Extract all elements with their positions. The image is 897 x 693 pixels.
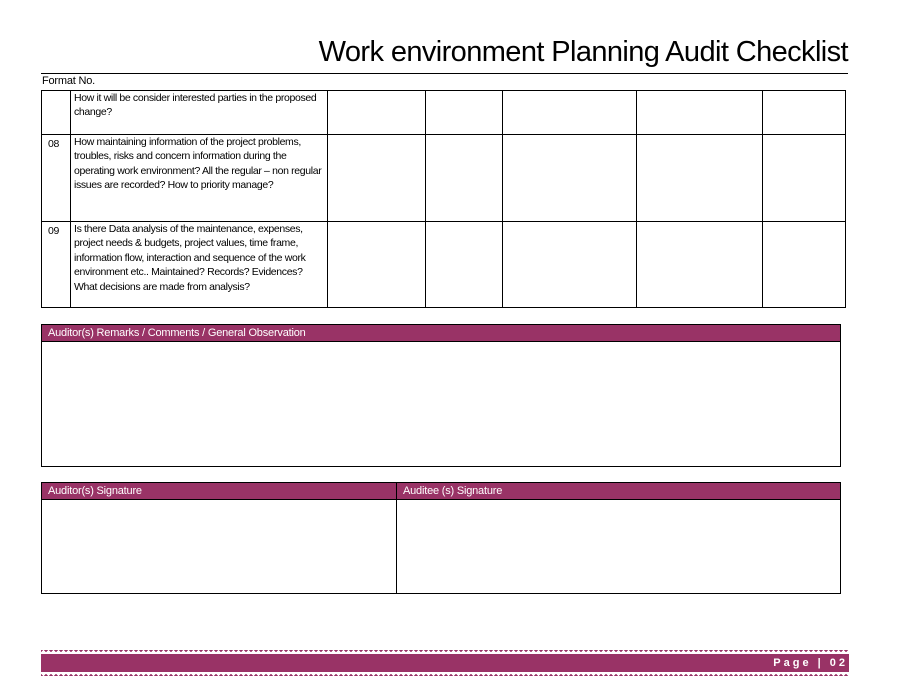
answer-cell[interactable] [426, 222, 503, 308]
auditor-signature-column [42, 483, 397, 593]
checklist-table [41, 90, 846, 308]
answer-cell[interactable] [763, 135, 846, 222]
answer-cell[interactable] [503, 222, 637, 308]
answer-cell[interactable] [503, 91, 637, 135]
answer-cell[interactable] [637, 91, 763, 135]
answer-cell[interactable] [328, 135, 426, 222]
document-title: Work environment Planning Audit Checklist [318, 36, 848, 68]
answer-cell[interactable] [503, 135, 637, 222]
answer-cell[interactable] [328, 91, 426, 135]
answer-cell[interactable] [637, 222, 763, 308]
footer-zigzag-bottom [41, 672, 849, 676]
checklist-question: How it will be consider interested parties in the proposed change? [71, 91, 328, 135]
answer-cell[interactable] [328, 222, 426, 308]
remarks-section [41, 324, 841, 467]
title-divider [41, 73, 848, 74]
table-row [42, 91, 846, 135]
format-number-label: Format No. [42, 75, 96, 87]
auditee-signature-column [397, 483, 840, 593]
page-footer [41, 650, 849, 676]
answer-cell[interactable] [426, 135, 503, 222]
row-number: 08 [42, 135, 71, 222]
answer-cell[interactable] [426, 91, 503, 135]
auditee-signature-field[interactable] [397, 500, 840, 593]
table-row [42, 222, 846, 308]
auditor-signature-field[interactable] [42, 500, 396, 593]
auditor-signature-header: Auditor(s) Signature [42, 483, 396, 500]
answer-cell[interactable] [763, 91, 846, 135]
table-row [42, 135, 846, 222]
row-number [42, 91, 71, 135]
remarks-header: Auditor(s) Remarks / Comments / General Observation [42, 325, 840, 342]
checklist-question: Is there Data analysis of the maintenance, expenses, project needs & budgets, project values, time frame, information flow, interaction and sequence of the work environment etc.. Maintained? Records? Evidences? What decisions are made from analysis? [71, 222, 328, 308]
answer-cell[interactable] [637, 135, 763, 222]
remarks-field[interactable] [42, 342, 840, 466]
checklist-question: How maintaining information of the project problems, troubles, risks and concern information during the operating work environment? All the regular – non regular issues are recorded? How to priority manage? [71, 135, 328, 222]
row-number: 09 [42, 222, 71, 308]
signature-section [41, 482, 841, 594]
auditee-signature-header: Auditee (s) Signature [397, 483, 840, 500]
page-number: Page | 02 [41, 654, 849, 672]
answer-cell[interactable] [763, 222, 846, 308]
